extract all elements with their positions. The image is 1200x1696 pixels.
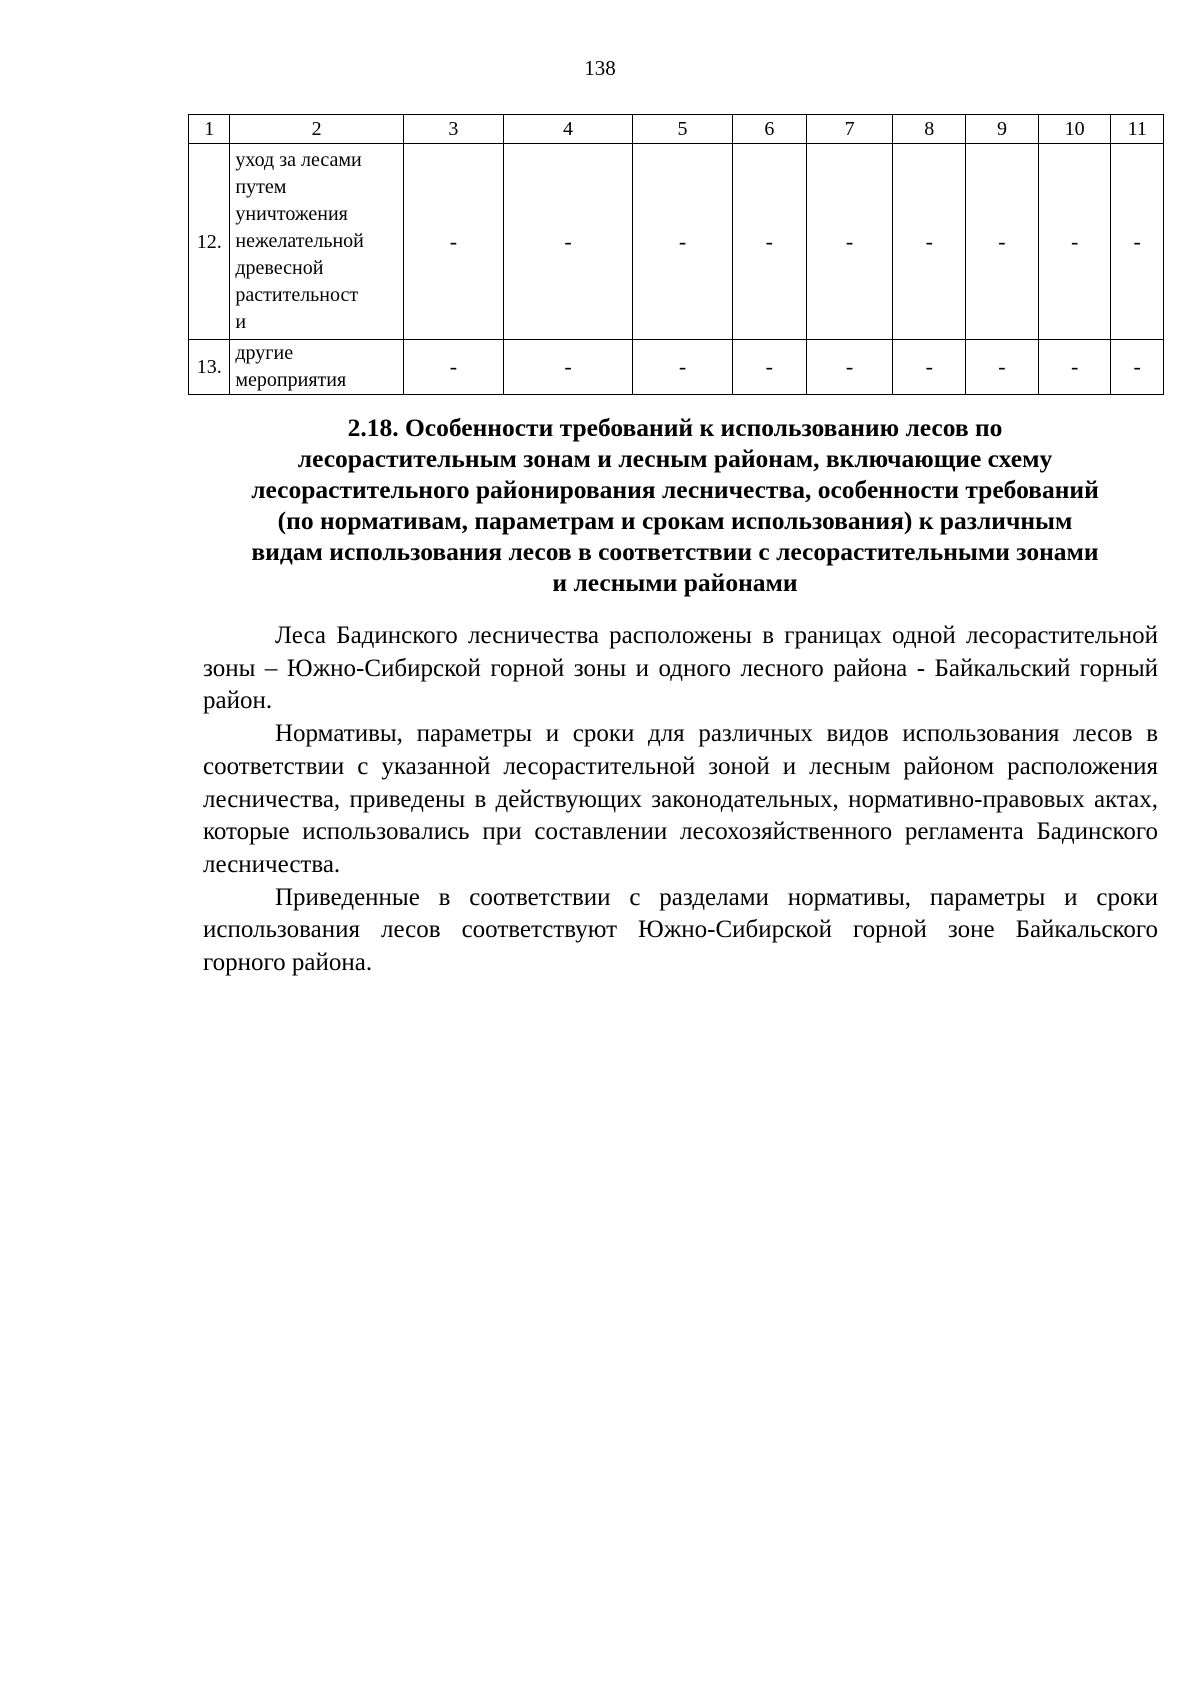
title-line: видам использования лесов в соответствии с лесорастительными зонами: [251, 537, 1099, 566]
column-header: 3: [403, 115, 503, 144]
table-cell: -: [806, 144, 893, 340]
column-header: 5: [633, 115, 733, 144]
column-header: 4: [503, 115, 632, 144]
table-cell: -: [893, 340, 966, 395]
column-header: 1: [189, 115, 230, 144]
table-row: [189, 144, 1164, 340]
row-number: 13.: [189, 340, 230, 395]
description-line: растительност: [235, 284, 359, 306]
column-header: 11: [1111, 115, 1164, 144]
description-line: мероприятия: [235, 369, 347, 391]
table-cell: -: [403, 144, 503, 340]
description-line: путем: [235, 176, 287, 198]
description-line: нежелательной: [235, 230, 364, 252]
table-cell: -: [806, 340, 893, 395]
table-cell: -: [966, 144, 1039, 340]
row-number: 12.: [189, 144, 230, 340]
table-cell: -: [893, 144, 966, 340]
forest-activities-table: [188, 114, 1164, 395]
paragraph: Леса Бадинского лесничества расположены в границах одной лесорастительной зоны – Южно-Сибирской горной зоны и одного лесного района - Байкальский горный район.: [203, 622, 1158, 715]
paragraph: Приведенные в соответствии с разделами нормативы, параметры и сроки использования лесов соответствуют Южно-Сибирской горной зоне Байкальского горного района.: [203, 883, 1158, 977]
section-body: [203, 620, 1158, 980]
column-header: 8: [893, 115, 966, 144]
table-cell: -: [1111, 144, 1164, 340]
table-cell: -: [633, 144, 733, 340]
paragraph: Нормативы, параметры и сроки для различных видов использования лесов в соответствии с указанной лесорастительной зоной и лесным районом расположения лесничества, приведены в действующих законодательных, нормативно-правовых актах, которые использовались при составлении лесохозяйственного регламента Бадинского лесничества.: [203, 720, 1158, 878]
description-line: уход за лесами: [235, 149, 362, 171]
table-cell: -: [733, 340, 807, 395]
title-line: 2.18. Особенности требований к использованию лесов по: [347, 413, 1003, 442]
table-cell: -: [503, 340, 632, 395]
activity-description: [230, 144, 404, 340]
table-cell: -: [966, 340, 1039, 395]
table-cell: -: [733, 144, 807, 340]
column-header: 7: [806, 115, 893, 144]
title-line: лесорастительным зонам и лесным районам, включающие схему: [297, 444, 1053, 473]
description-line: и: [235, 311, 247, 333]
description-line: другие: [235, 342, 294, 364]
table-cell: -: [1038, 144, 1111, 340]
table-row: [189, 340, 1164, 395]
column-header: 2: [230, 115, 404, 144]
column-header: 9: [966, 115, 1039, 144]
table-cell: -: [503, 144, 632, 340]
table-header-row: [189, 115, 1164, 144]
column-header: 10: [1038, 115, 1111, 144]
table-cell: -: [633, 340, 733, 395]
description-line: древесной: [235, 257, 324, 279]
column-header: 6: [733, 115, 807, 144]
title-line: лесорастительного районирования лесничества, особенности требований: [251, 475, 1099, 504]
table-cell: -: [403, 340, 503, 395]
title-line: (по нормативам, параметрам и срокам использования) к различным: [277, 506, 1073, 535]
section-title: [190, 412, 1160, 598]
description-line: уничтожения: [235, 203, 348, 225]
page-number: 138: [584, 56, 616, 80]
table-cell: -: [1111, 340, 1164, 395]
table-cell: -: [1038, 340, 1111, 395]
activity-description: [230, 340, 404, 395]
title-line: и лесными районами: [552, 568, 798, 597]
